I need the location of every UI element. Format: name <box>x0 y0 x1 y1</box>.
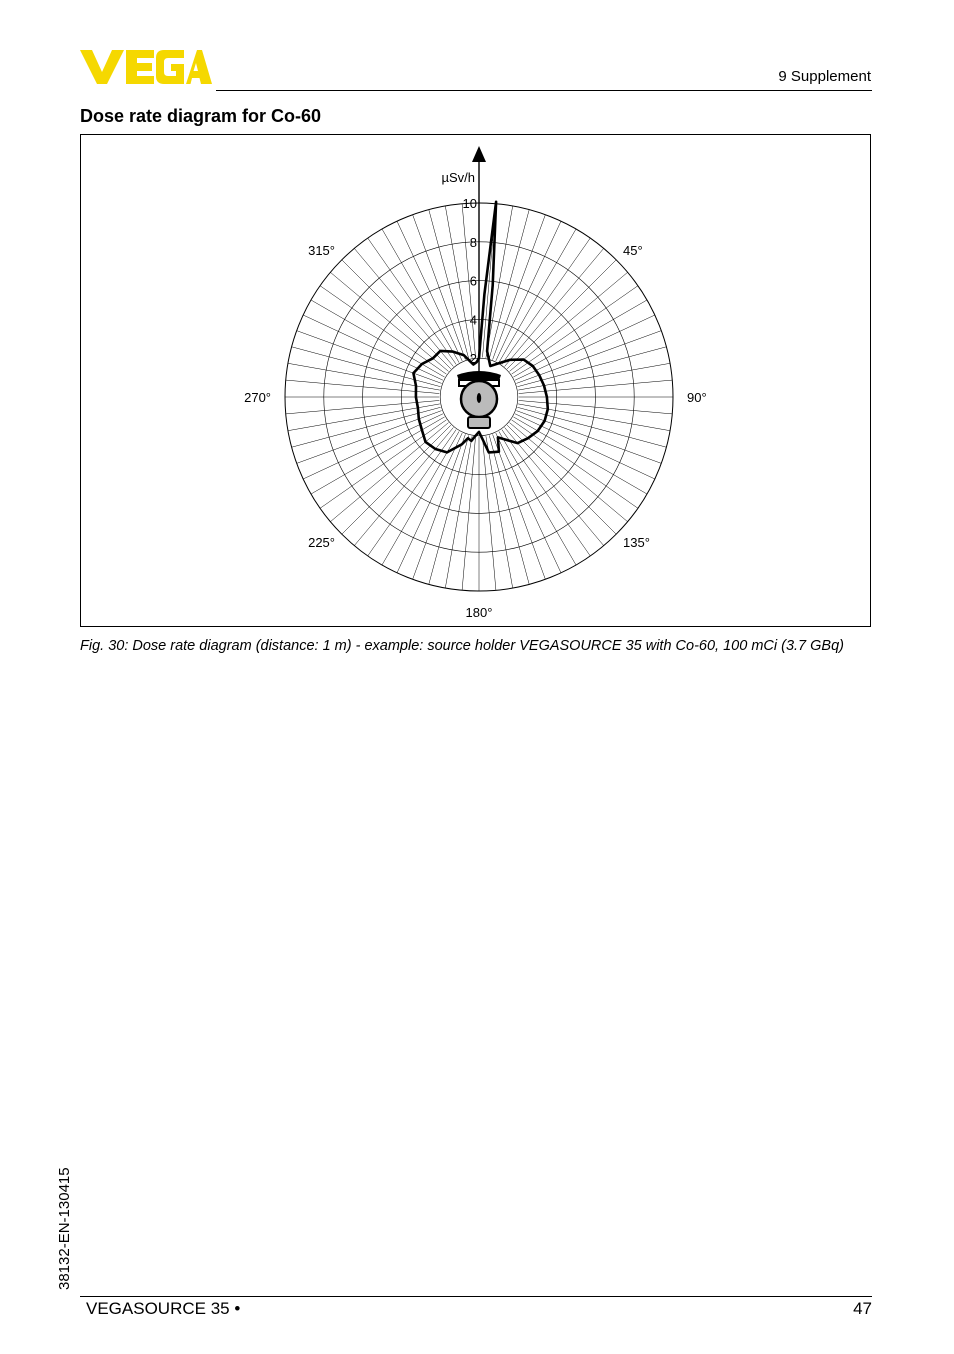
y-axis-arrow <box>472 146 486 162</box>
grid-spoke <box>445 206 472 358</box>
grid-spoke <box>397 433 462 573</box>
grid-spoke <box>509 272 627 371</box>
grid-spoke <box>499 431 576 565</box>
angle-label: 315° <box>308 242 335 258</box>
grid-spoke <box>507 260 616 369</box>
grid-spoke <box>429 210 469 359</box>
dose-rate-figure <box>80 134 871 627</box>
radial-tick-label: 10 <box>462 196 477 211</box>
footer-rule <box>80 1296 872 1297</box>
grid-spoke <box>486 206 513 358</box>
unit-label: µSv/h <box>441 170 475 185</box>
grid-spoke <box>493 215 546 360</box>
grid-spoke <box>505 248 604 366</box>
angle-label: 270° <box>244 390 271 405</box>
grid-spoke <box>493 434 546 579</box>
grid-spoke <box>311 300 445 377</box>
radial-tick-label: 4 <box>469 312 477 328</box>
vega-logo <box>80 50 212 84</box>
grid-spoke <box>330 423 448 522</box>
page-number: 47 <box>853 1299 872 1318</box>
radial-tick-label: 8 <box>469 234 477 250</box>
grid-spoke <box>413 434 466 579</box>
page-heading: Dose rate diagram for Co-60 <box>80 106 322 126</box>
source-holder-icon <box>457 371 501 428</box>
document-id: 38132-EN-130415 <box>56 1167 73 1290</box>
section-label: 9 Supplement <box>778 68 871 85</box>
grid-spoke <box>499 229 576 363</box>
grid-spoke <box>354 248 453 366</box>
grid-spoke <box>517 347 666 387</box>
figure-caption: Fig. 30: Dose rate diagram (distance: 1 m) - example: source holder VEGASOURCE 35 with Co-60, 100 mCi (3.7 GBq) <box>80 638 844 654</box>
grid-spoke <box>429 435 469 584</box>
grid-spoke <box>515 414 655 479</box>
grid-spoke <box>342 260 451 369</box>
grid-spoke <box>342 425 451 534</box>
angle-label: 135° <box>623 535 650 551</box>
grid-spoke <box>397 221 462 361</box>
grid-spoke <box>330 272 448 371</box>
angle-label: 45° <box>623 242 643 258</box>
grid-spoke <box>311 417 445 494</box>
grid-spoke <box>513 417 647 494</box>
angle-label: 180° <box>465 605 493 620</box>
grid-spoke <box>297 331 442 384</box>
grid-spoke <box>516 411 661 464</box>
footer-product: VEGASOURCE 35 • <box>86 1299 241 1318</box>
angle-label: 90° <box>687 390 707 405</box>
grid-spoke <box>303 315 443 380</box>
angle-label: 225° <box>308 535 335 551</box>
header-rule <box>216 90 872 91</box>
radial-tick-label: 6 <box>469 273 477 289</box>
polar-chart <box>81 135 872 628</box>
grid-spoke <box>496 221 561 361</box>
grid-spoke <box>486 436 513 588</box>
grid-spoke <box>505 427 604 545</box>
grid-spoke <box>303 414 443 479</box>
grid-spoke <box>382 229 459 363</box>
grid-spoke <box>445 436 472 588</box>
radial-tick-label: 2 <box>469 351 477 367</box>
grid-spoke <box>413 215 466 360</box>
grid-spoke <box>354 427 453 545</box>
grid-spoke <box>496 433 561 573</box>
grid-spoke <box>489 435 529 584</box>
